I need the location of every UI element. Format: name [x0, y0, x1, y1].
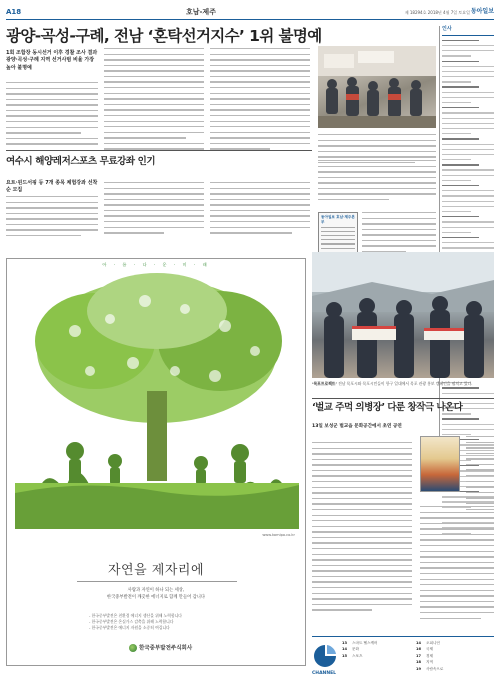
third-article-body-col-2 [466, 436, 494, 514]
ad-url: www.komipo.co.kr [262, 533, 295, 537]
ad-company-logo [129, 644, 192, 653]
main-article-photo [318, 46, 436, 128]
third-subhead: 13일 보성군 벌교읍 문화공간에서 초연 공연 [312, 424, 402, 429]
page-header [6, 6, 494, 20]
caption-title: ‘목포프로젝트’ [312, 381, 337, 386]
ad-bullet: - 한국중부발전은 온실가스 감축을 위해 노력합니다 [89, 619, 174, 625]
sidebar-title: 인사 [442, 26, 494, 36]
channel-list-right [416, 640, 494, 672]
main-headline: 광양-곡성-구례, 전남 ‘혼탁선거지수’ 1위 불명예 [6, 27, 322, 45]
third-headline: ‘벌교 주먹 의병장’ 다룬 창작극 나온다 [312, 402, 463, 413]
channel-item: 18 지역 [416, 660, 433, 665]
ad-company-name: 한국중부발전주식회사 [139, 645, 193, 652]
ad-slogan: 자연을 제자리에 [107, 563, 205, 578]
ad-divider [77, 581, 237, 582]
channel-item: 19 사람속으로 [416, 666, 444, 671]
ad-bullet: - 한국중부발전은 에너지 자원을 소중히 여깁니다 [89, 625, 170, 631]
people-sidebar [442, 26, 494, 462]
section-divider [6, 150, 312, 151]
channel-index [312, 636, 494, 686]
article-body-col-5 [318, 160, 436, 205]
channel-list-left [342, 640, 412, 659]
section-title: 호남-제주 [186, 8, 216, 16]
main-article-body-col-3 [210, 48, 310, 154]
main-article-body-col-1 [6, 82, 98, 149]
channel-item: 16 국제 [416, 647, 433, 652]
ad-body [7, 588, 305, 601]
caption-text: 전남 목포시와 목포시민들이 항구 일대에서 목포 관광 홍보 캠페인을 펼치고 있다. [338, 381, 473, 386]
section-divider-right [312, 398, 494, 399]
ad-top-label: 아 · 름 · 다 · 운 · 미 · 래 [102, 262, 210, 267]
second-article-body-col-2 [104, 182, 204, 238]
channel-item: 13 스마트 헬스케어 [342, 641, 378, 645]
second-article-body-col-3 [210, 182, 310, 238]
sidebar-divider [439, 26, 440, 462]
channel-item: 17 경제 [416, 653, 433, 658]
main-article-body-col-2 [104, 48, 204, 154]
ad-body-line-2: 한국중부발전이 깨끗한 에너지로 함께 만들어 갑니다 [106, 594, 206, 600]
info-box [318, 212, 358, 256]
newspaper-logo: 동아일보 [470, 8, 494, 15]
second-article-body-col-1 [6, 196, 98, 241]
ad-body-line-1: 사람과 자연이 하나 되는 세상, [127, 588, 185, 593]
third-article-body-col-1 [312, 442, 412, 615]
ad-bullet: - 한국중부발전은 친환경 에너지 생산을 위해 노력합니다 [89, 613, 182, 618]
ad-tree-illustration [15, 271, 299, 529]
main-subhead: 1회 조합장 동시선거 이후 경찰 조사 결과 광양·곡성·구례 지역 선거사범 비율 가장 높아 불명예 [6, 50, 98, 71]
ad-bullets [89, 613, 182, 631]
photo-caption [312, 381, 494, 387]
info-box-title: 동아일보 호남·제주본부 [321, 215, 355, 224]
second-headline: 여수시 해양레저스포츠 무료강좌 인기 [6, 156, 156, 167]
advertisement [6, 258, 306, 666]
channel-item: 15 스포츠 [342, 653, 363, 658]
event-photo [312, 252, 494, 378]
issue-info: 제 18294호 2018년 4월 7일 토요일 [404, 10, 470, 15]
channel-item: 14 문화 [342, 647, 359, 652]
company-logo-icon [129, 644, 137, 652]
channel-icon [312, 643, 338, 669]
channel-item: 14 오피니언 [416, 641, 440, 645]
third-article-body-col-3 [420, 506, 494, 623]
article-body-col-6 [362, 212, 436, 257]
play-poster-image [420, 436, 460, 492]
channel-label: CHANNEL [312, 671, 337, 676]
page-number: A18 [6, 8, 22, 16]
second-subhead: 요트·윈드서핑 등 7개 종목 체험강좌 선착순 모집 [6, 180, 98, 194]
